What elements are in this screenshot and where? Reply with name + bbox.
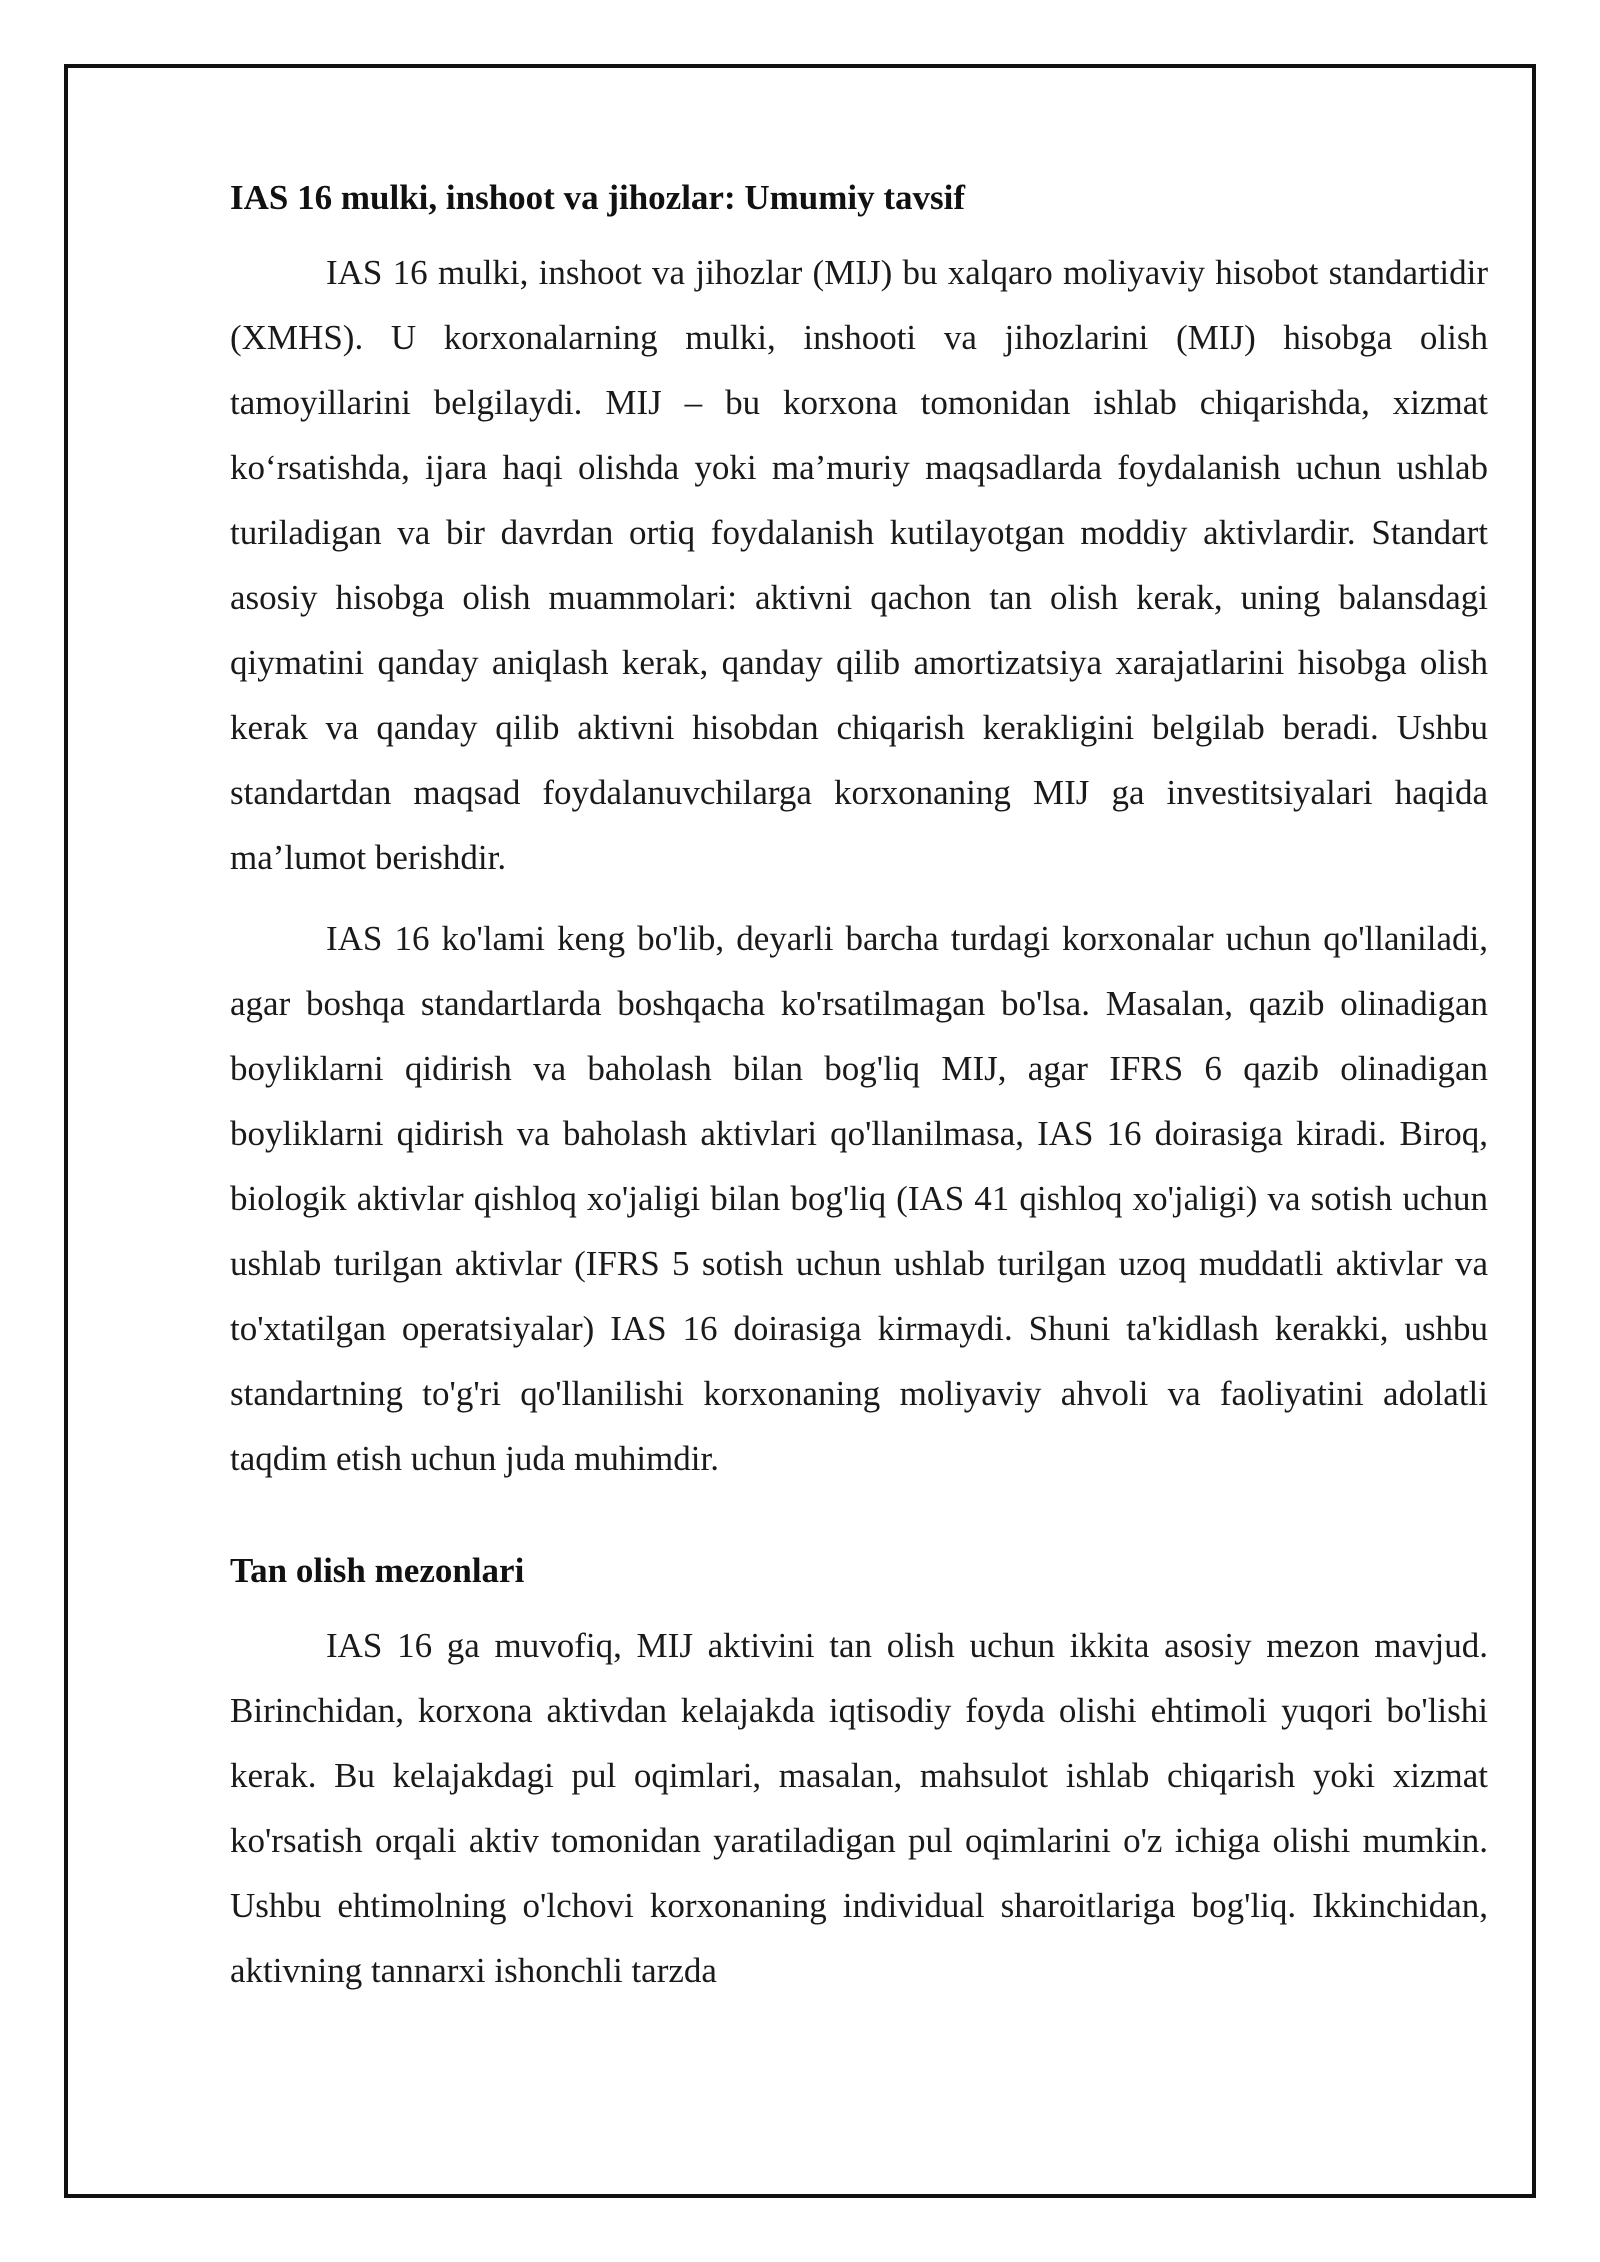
heading-general-overview: IAS 16 mulki, inshoot va jihozlar: Umumiy tavsif	[230, 178, 966, 217]
document-body	[230, 168, 1488, 2019]
paragraph-intro: IAS 16 mulki, inshoot va jihozlar (MIJ) bu xalqaro moliyaviy hisobot standartidir (XMHS). U korxonalarning mulki, inshooti va jihozlarini (MIJ) hisobga olish tamoyillarini belgilaydi. MIJ – bu korxona tomonidan ishlab chiqarishda, xizmat ko‘rsatishda, ijara haqi olishda yoki ma’muriy maqsadlarda foydalanish uchun ushlab turiladigan va bir davrdan ortiq foydalanish kutilayotgan moddiy aktivlardir. Standart asosiy hisobga olish muammolari: aktivni qachon tan olish kerak, uning balansdagi qiymatini qanday aniqlash kerak, qanday qilib amortizatsiya xarajatlarini hisobga olish kerak va qanday qilib aktivni hisobdan chiqarish kerakligini belgilab beradi. Ushbu standartdan maqsad foydalanuvchilarga korxonaning MIJ ga investitsiyalari haqida ma’lumot berishdir.	[230, 253, 1488, 877]
paragraph-recognition: IAS 16 ga muvofiq, MIJ aktivini tan olish uchun ikkita asosiy mezon mavjud. Birinchidan, korxona aktivdan kelajakda iqtisodiy foyda olishi ehtimoli yuqori bo'lishi kerak. Bu kelajakdagi pul oqimlari, masalan, mahsulot ishlab chiqarish yoki xizmat ko'rsatish orqali aktiv tomonidan yaratiladigan pul oqimlarini o'z ichiga olishi mumkin. Ushbu ehtimolning o'lchovi korxonaning individual sharoitlariga bog'liq. Ikkinchidan, aktivning tannarxi ishonchli tarzda	[230, 1626, 1488, 1990]
paragraph-scope: IAS 16 ko'lami keng bo'lib, deyarli barcha turdagi korxonalar uchun qo'llaniladi, agar boshqa standartlarda boshqacha ko'rsatilmagan bo'lsa. Masalan, qazib olinadigan boyliklarni qidirish va baholash bilan bog'liq MIJ, agar IFRS 6 qazib olinadigan boyliklarni qidirish va baholash aktivlari qo'llanilmasa, IAS 16 doirasiga kiradi. Biroq, biologik aktivlar qishloq xo'jaligi bilan bog'liq (IAS 41 qishloq xo'jaligi) va sotish uchun ushlab turilgan aktivlar (IFRS 5 sotish uchun ushlab turilgan uzoq muddatli aktivlar va to'xtatilgan operatsiyalar) IAS 16 doirasiga kirmaydi. Shuni ta'kidlash kerakki, ushbu standartning to'g'ri qo'llanilishi korxonaning moliyaviy ahvoli va faoliyatini adolatli taqdim etish uchun juda muhimdir.	[230, 919, 1488, 1478]
heading-recognition-criteria: Tan olish mezonlari	[230, 1551, 525, 1590]
